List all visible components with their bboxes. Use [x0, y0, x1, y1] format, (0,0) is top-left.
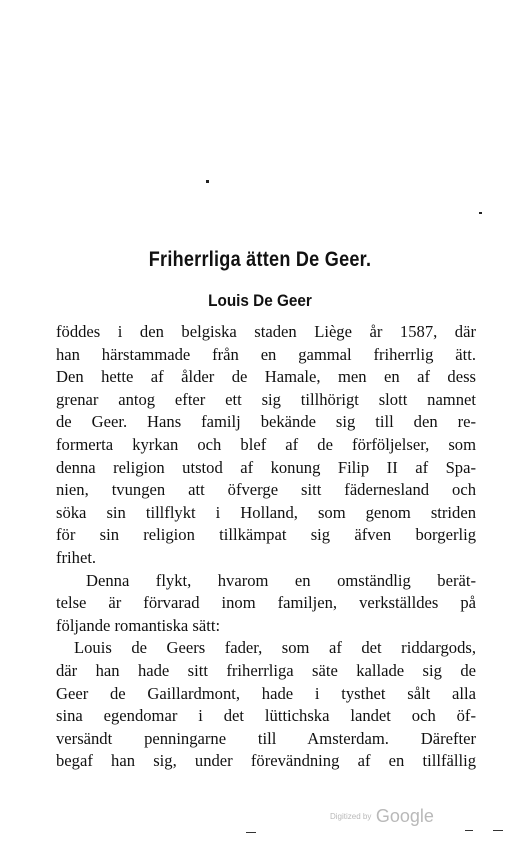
ink-speck — [479, 212, 482, 214]
text-line: versändt penningarne till Amsterdam. Därefter — [56, 728, 476, 748]
text-line: formerta kyrkan och blef af de förföljelser, som — [56, 434, 476, 454]
text-line: Den hette af ålder de Hamale, men en af dess — [56, 367, 476, 387]
body-text — [56, 321, 476, 773]
text-line: grenar antog efter ett sig tillhörigt slott namnet — [56, 389, 476, 409]
google-logo: Google — [375, 806, 434, 826]
text-line: begaf han sig, under förevändning af en tillfällig — [56, 751, 476, 771]
watermark-prefix: Digitized by — [330, 812, 372, 821]
text-line: för sin religion tillkämpat sig äfven borgerlig — [56, 525, 476, 545]
text-line: Louis de Geers fader, som af det riddargods, — [74, 638, 476, 658]
text-line: Denna flykt, hvarom en omständlig berät- — [86, 570, 476, 590]
text-line: följande romantiska sätt: — [56, 615, 221, 635]
text-line: de Geer. Hans familj bekände sig till den re- — [56, 412, 476, 432]
text-line: söka sin tillflykt i Holland, som genom striden — [56, 502, 476, 522]
text-line: han härstammade från en gammal friherrlig ätt. — [56, 344, 476, 364]
text-line: frihet. — [56, 547, 97, 567]
section-heading: Louis De Geer — [208, 291, 312, 310]
scan-mark — [246, 832, 256, 833]
page-title: Friherrliga ätten De Geer. — [148, 248, 372, 271]
text-line: telse är förvarad inom familjen, verkställdes på — [56, 593, 476, 613]
scan-mark — [465, 830, 473, 831]
text-line: denna religion utstod af konung Filip II af Spa- — [56, 457, 476, 477]
text-line: sina egendomar i det lüttichska landet och öf- — [56, 706, 476, 726]
digitization-watermark — [330, 806, 434, 827]
text-line: Geer de Gaillardmont, hade i tysthet sålt alla — [56, 683, 476, 703]
ink-speck — [206, 180, 209, 183]
text-line: där han hade sitt friherrliga säte kallade sig de — [56, 660, 476, 680]
text-line: nien, tvungen att öfverge sitt fädernesland och — [56, 480, 476, 500]
text-line: föddes i den belgiska staden Liège år 1587, där — [56, 322, 476, 341]
scan-mark — [493, 830, 503, 831]
